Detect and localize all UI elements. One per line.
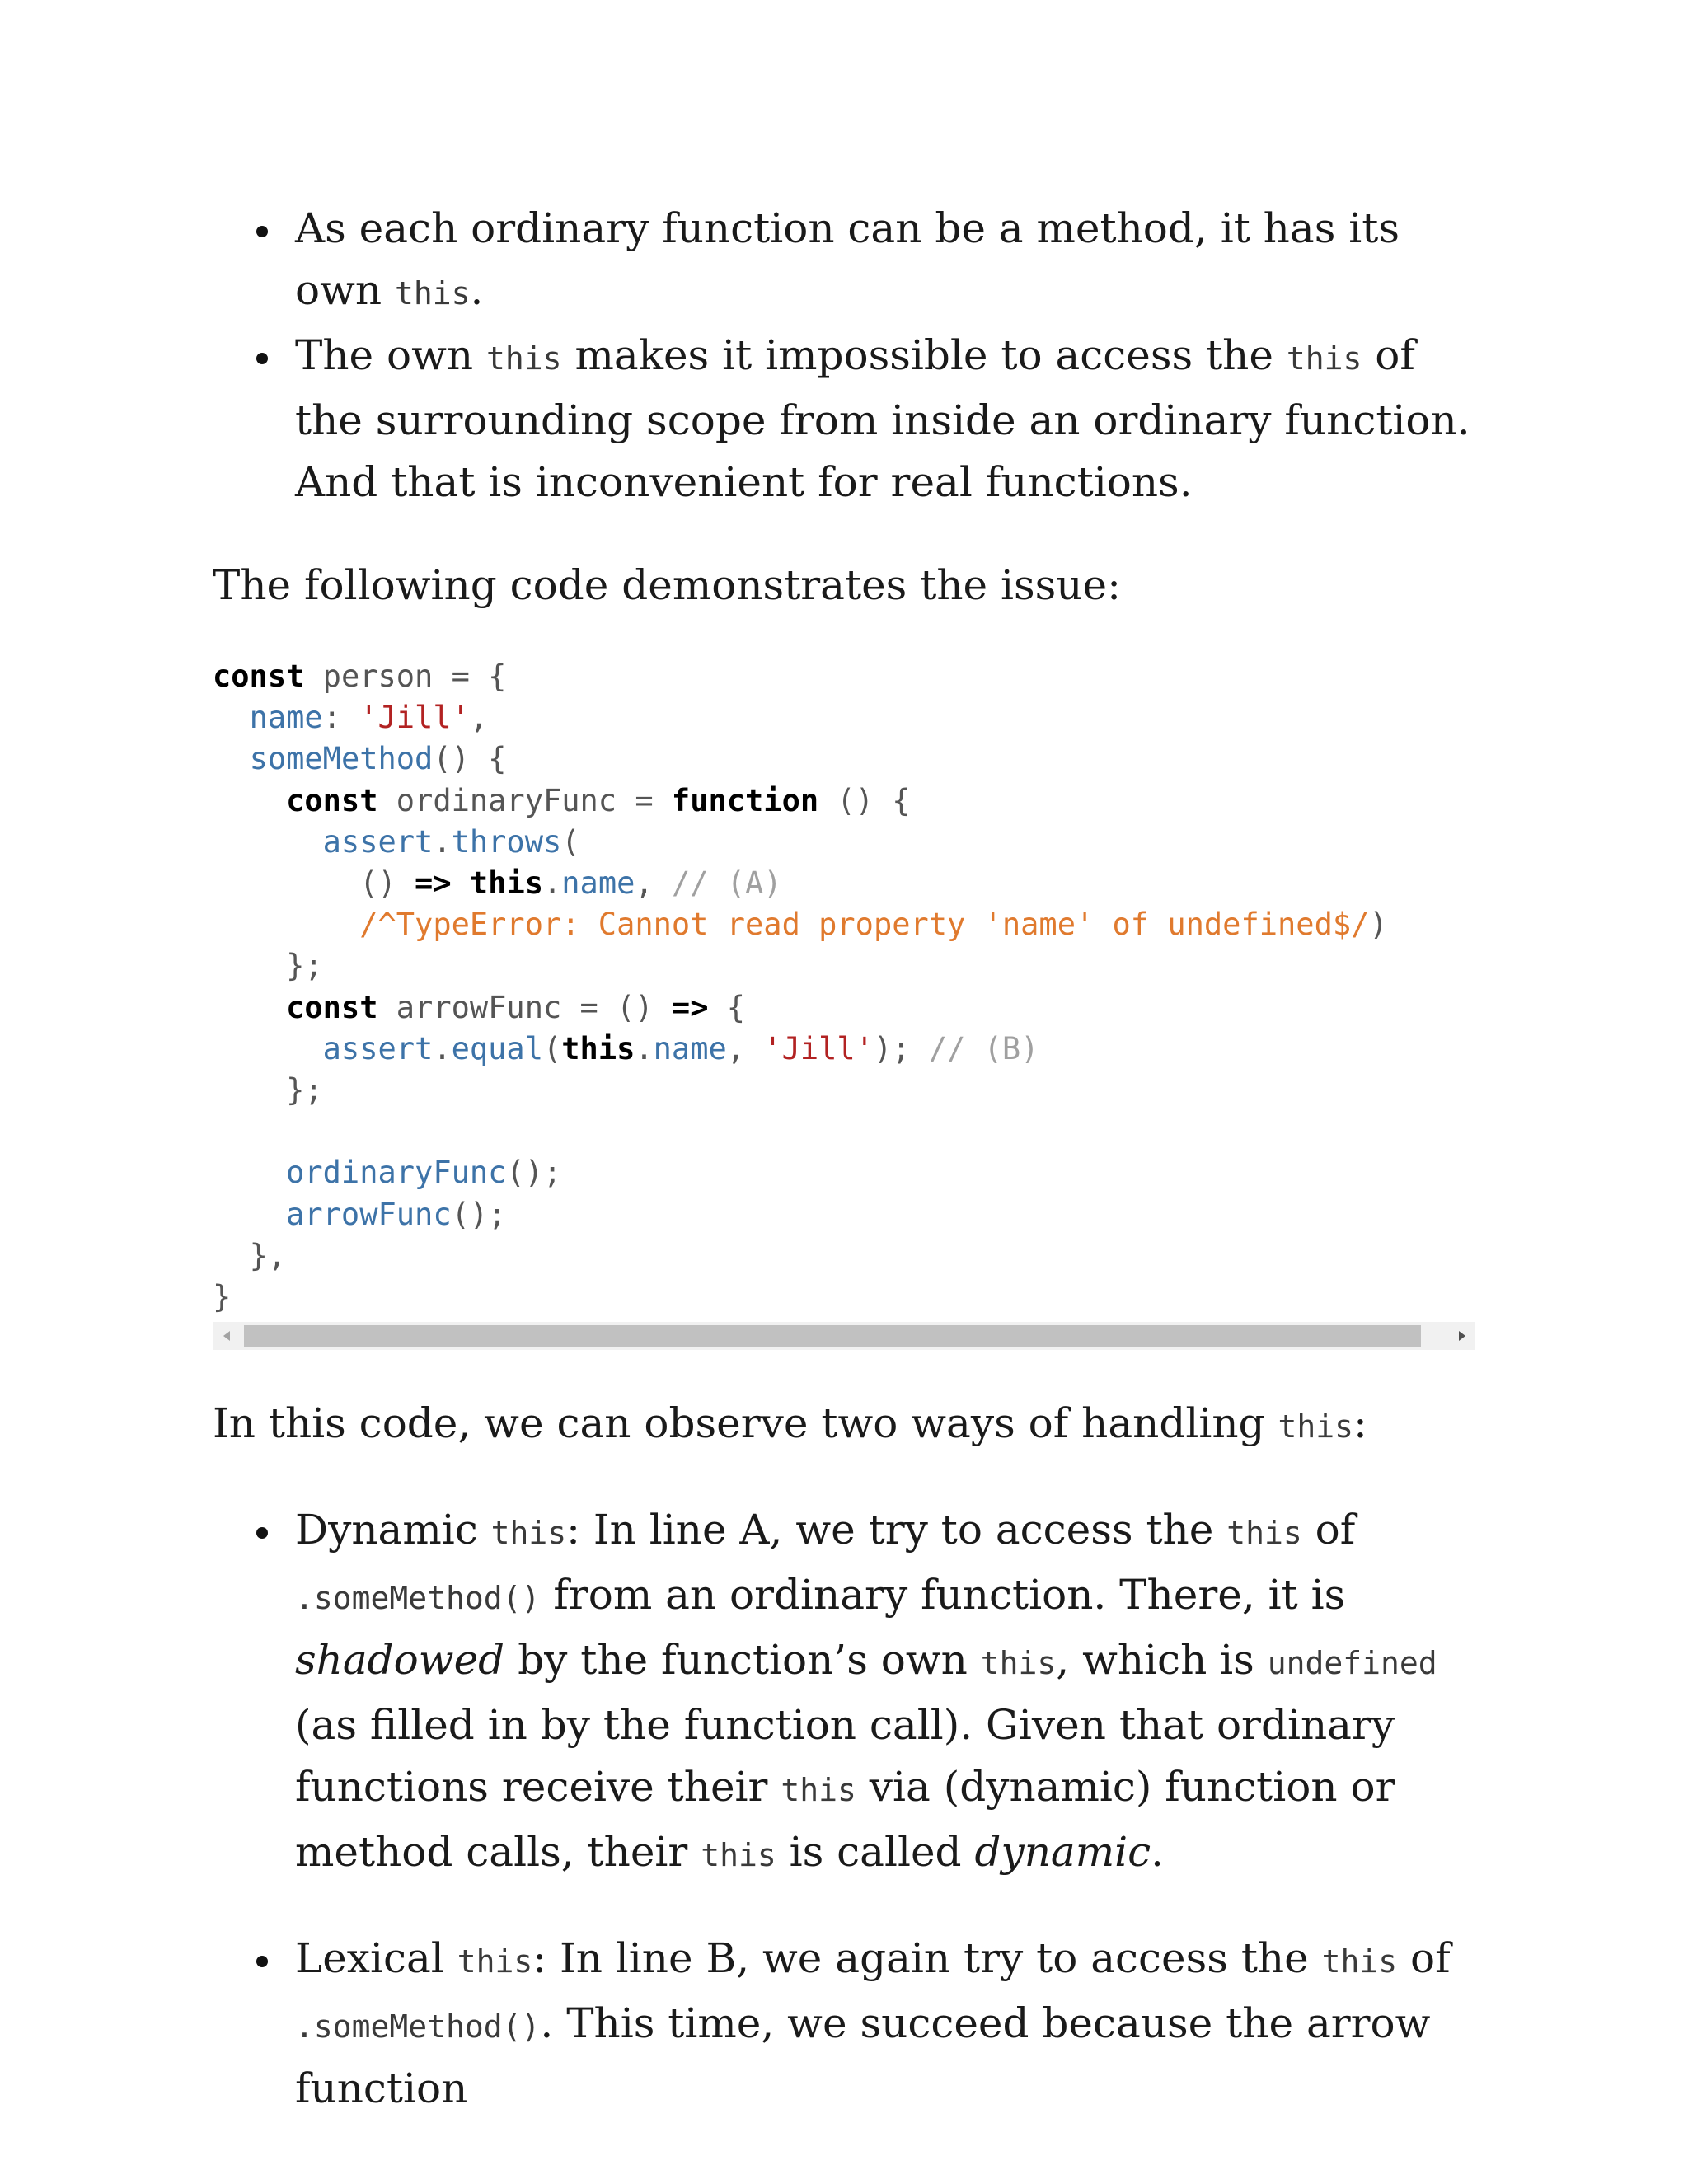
code-token: . <box>433 823 452 860</box>
inline-code: this <box>395 275 471 312</box>
code-token: arrowFunc <box>286 1196 452 1232</box>
text: . <box>1151 1828 1165 1877</box>
text: of <box>1397 1934 1451 1983</box>
code-token: person = { <box>304 658 507 694</box>
code-token: () { <box>818 782 911 818</box>
code-token: ( <box>542 1030 562 1066</box>
scroll-left-arrow-icon[interactable] <box>213 1322 241 1350</box>
code-token: : <box>322 700 360 736</box>
code-token: ) <box>1369 907 1388 943</box>
code-token: throws <box>451 823 562 860</box>
code-token: . <box>543 865 562 902</box>
inline-code: this <box>701 1837 776 1874</box>
inline-code: this <box>1321 1943 1398 1980</box>
text: from an ordinary function. There, it is <box>540 1571 1346 1619</box>
inline-code: this <box>490 1515 567 1552</box>
code-token: 'Jill' <box>359 700 470 736</box>
emphasis: shadowed <box>295 1636 505 1685</box>
code-token: arrowFunc = () <box>377 989 672 1025</box>
code-comment: // (B) <box>928 1030 1039 1066</box>
text: The own <box>295 331 487 379</box>
code-token: , <box>726 1030 764 1066</box>
inline-code: this <box>457 1943 533 1980</box>
code-token: ordinaryFunc <box>286 1155 507 1191</box>
scrollbar-thumb[interactable] <box>244 1325 1421 1347</box>
code-token: . <box>635 1030 654 1066</box>
code-token <box>452 865 470 901</box>
code-token: someMethod <box>249 741 434 777</box>
text: As each ordinary function can be a method, it has its own <box>295 204 1400 314</box>
text: In this code, we can observe two ways of handling <box>213 1399 1278 1448</box>
text: : In line B, we again try to access the <box>532 1934 1322 1983</box>
code-token: name <box>653 1030 727 1066</box>
code-token: }; <box>286 948 323 984</box>
bullet-list-top <box>213 198 1482 513</box>
code-token: this <box>469 865 543 902</box>
code-token: const <box>213 658 305 694</box>
inline-code: .someMethod() <box>295 2008 541 2046</box>
code-block <box>213 656 1482 1318</box>
code-token: , <box>469 700 489 736</box>
code-token: => <box>415 865 452 902</box>
code-regex: /^TypeError: Cannot read property 'name' of undefined$/ <box>359 907 1370 943</box>
inline-code: this <box>1278 1408 1353 1446</box>
text: : <box>1353 1399 1367 1448</box>
code-token: ); <box>873 1030 929 1066</box>
code-token: assert <box>322 823 434 860</box>
text: . This time, we succeed because the arrow function <box>295 1999 1431 2113</box>
code-token: function <box>671 782 819 818</box>
emphasis: dynamic <box>974 1828 1151 1877</box>
code-token: . <box>433 1030 452 1066</box>
code-token: const <box>286 782 378 818</box>
code-token: () { <box>433 741 507 777</box>
text: Lexical <box>295 1934 457 1983</box>
code-token: }, <box>249 1237 287 1273</box>
text: is called <box>776 1828 975 1877</box>
code-token: () <box>359 865 415 902</box>
list-item <box>213 198 1482 325</box>
code-token: equal <box>451 1030 543 1066</box>
code-token: (); <box>506 1155 562 1191</box>
code-token: 'Jill' <box>763 1030 874 1066</box>
paragraph <box>213 1393 1482 1458</box>
code-token: { <box>708 989 746 1025</box>
code-token: assert <box>322 1030 434 1066</box>
code-token: name <box>249 700 323 736</box>
inline-code: this <box>1226 1515 1302 1552</box>
text: via (dynamic) function or method calls, their <box>295 1763 1395 1877</box>
code-token: name <box>561 865 635 902</box>
inline-code: this <box>486 340 562 377</box>
inline-code: this <box>1286 340 1362 377</box>
code-token: => <box>671 989 709 1025</box>
document-body <box>213 198 1482 2120</box>
code-token: (); <box>451 1196 507 1232</box>
scroll-right-arrow-icon[interactable] <box>1447 1322 1475 1350</box>
code-token: , <box>635 865 672 902</box>
code-token: ordinaryFunc = <box>377 782 672 818</box>
inline-code: undefined <box>1267 1645 1437 1682</box>
text: of <box>1301 1506 1356 1554</box>
text: : In line A, we try to access the <box>566 1506 1227 1554</box>
text: makes it impossible to access the <box>561 331 1287 379</box>
inline-code: this <box>781 1772 856 1809</box>
text: Dynamic <box>295 1506 491 1554</box>
list-item <box>213 1928 1482 2120</box>
intro-paragraph: The following code demonstrates the issue: <box>213 561 1121 609</box>
text: , which is <box>1056 1636 1268 1685</box>
code-token: this <box>561 1030 635 1066</box>
inline-code: .someMethod() <box>295 1580 541 1617</box>
code-token: } <box>213 1279 232 1315</box>
list-item <box>213 1499 1482 1886</box>
code-token: ( <box>561 823 580 860</box>
text: by the function’s own <box>504 1636 981 1685</box>
horizontal-scrollbar[interactable] <box>213 1322 1475 1350</box>
bullet-list-bottom <box>213 1499 1482 2120</box>
text: of the surrounding scope from inside an ordinary function. And that is inconvenient for real functions. <box>295 331 1470 506</box>
code-comment: // (A) <box>671 865 782 902</box>
code-token: }; <box>286 1072 323 1108</box>
code-token: const <box>286 989 378 1025</box>
inline-code: this <box>980 1645 1057 1682</box>
text: (as filled in by the function call). Given that ordinary functions receive their <box>295 1701 1395 1811</box>
list-item <box>213 325 1482 513</box>
text: . <box>470 266 484 314</box>
